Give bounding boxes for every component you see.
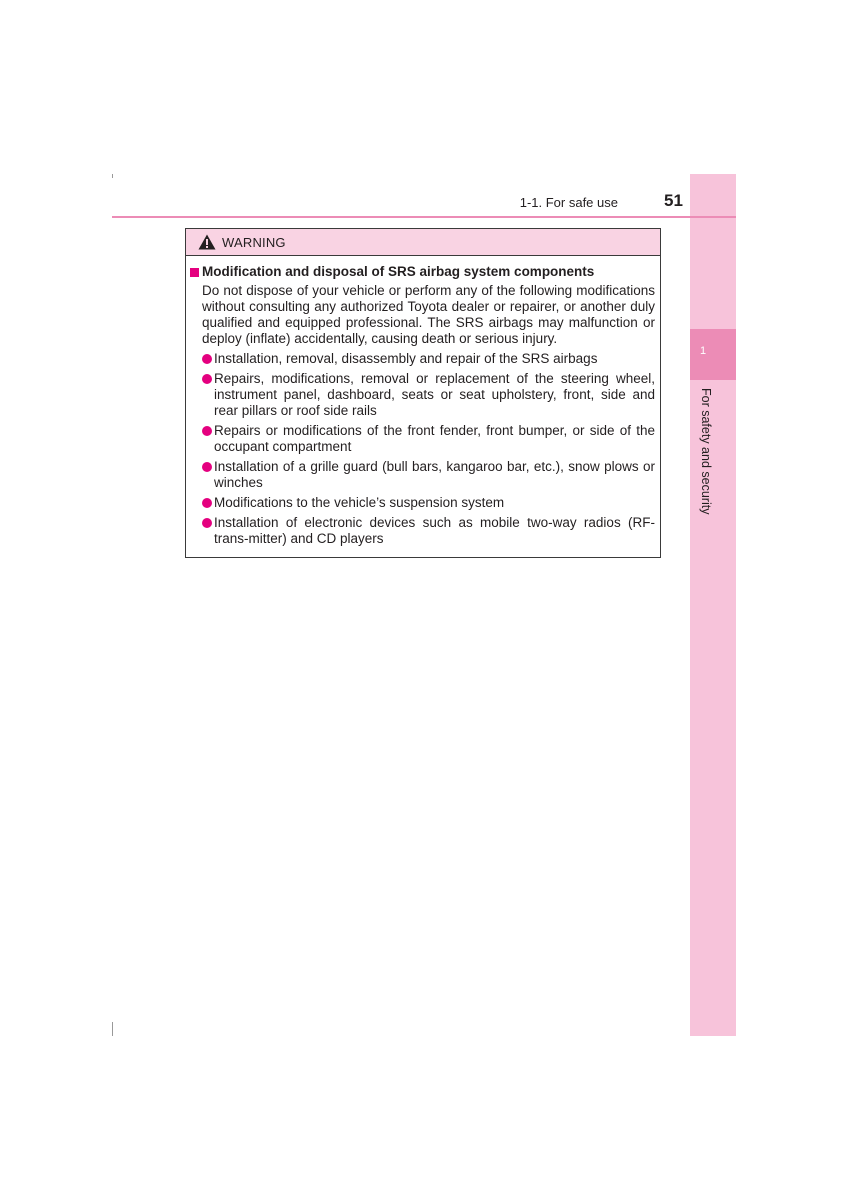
warning-box <box>185 228 661 558</box>
list-item-text: Repairs, modifications, removal or replacement of the steering wheel, instrument panel, dashboard, seats or seat upholstery, front, side and rear pillars or roof side rails <box>214 371 655 418</box>
list-item-text: Installation of a grille guard (bull bars, kangaroo bar, etc.), snow plows or winches <box>214 459 655 490</box>
chapter-number: 1 <box>700 345 707 357</box>
list-item <box>202 351 655 367</box>
warning-heading <box>190 264 655 280</box>
warning-heading-text: Modification and disposal of SRS airbag system components <box>202 264 595 279</box>
section-title: 1-1. For safe use <box>519 195 618 210</box>
list-item <box>202 371 655 419</box>
circle-bullet-icon <box>202 354 212 364</box>
circle-bullet-icon <box>202 374 212 384</box>
crop-mark <box>112 174 113 178</box>
square-bullet-icon <box>190 268 199 277</box>
list-item-text: Repairs or modifications of the front fender, front bumper, or side of the occupant compartment <box>214 423 655 454</box>
list-item-text: Installation, removal, disassembly and repair of the SRS airbags <box>214 351 598 366</box>
warning-intro: Do not dispose of your vehicle or perform any of the following modifications without consulting any authorized Toyota dealer or repairer, or another duly qualified and equipped professional. The SRS airbags may malfunction or deploy (inflate) accidentally, causing death or serious injury. <box>202 283 655 346</box>
chapter-title: For safety and security <box>699 388 713 515</box>
side-chapter-tab <box>690 174 736 1036</box>
crop-mark <box>112 1022 113 1036</box>
circle-bullet-icon <box>202 426 212 436</box>
warning-body <box>186 256 660 547</box>
chapter-number-box <box>690 329 736 380</box>
list-item <box>202 495 655 511</box>
circle-bullet-icon <box>202 462 212 472</box>
header-rule <box>112 216 736 218</box>
list-item-text: Modifications to the vehicle’s suspension system <box>214 495 505 510</box>
list-item-text: Installation of electronic devices such as mobile two-way radios (RF-trans-mitter) and CD players <box>214 515 655 546</box>
page-number: 51 <box>664 191 683 210</box>
list-item <box>202 423 655 455</box>
warning-header <box>186 229 660 256</box>
list-item <box>202 515 655 547</box>
list-item <box>202 459 655 491</box>
warning-triangle-icon <box>198 234 216 250</box>
warning-label: WARNING <box>222 234 286 250</box>
circle-bullet-icon <box>202 518 212 528</box>
circle-bullet-icon <box>202 498 212 508</box>
